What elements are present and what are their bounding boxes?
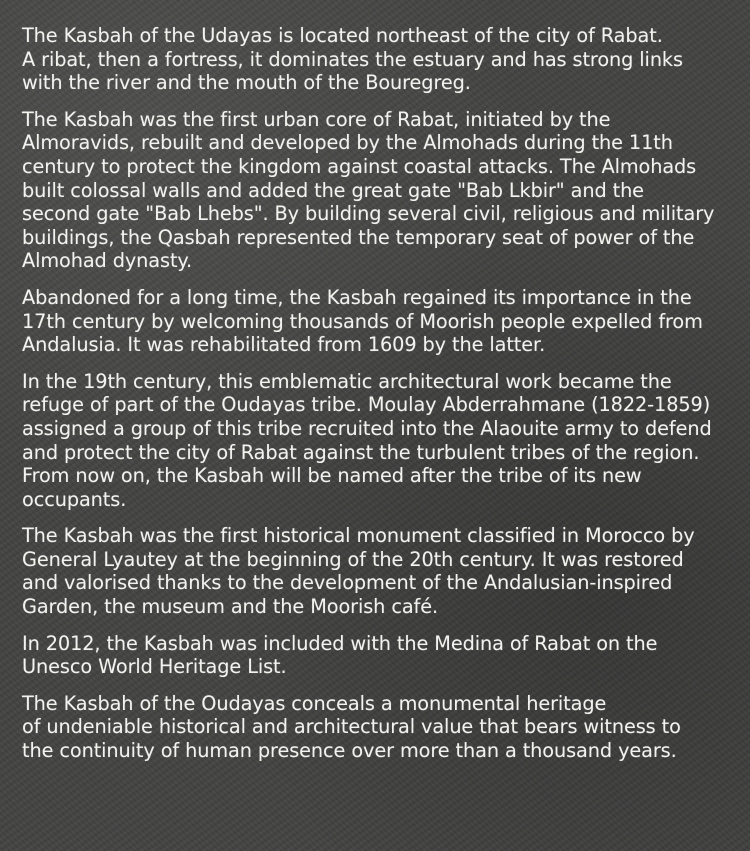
paragraph-unesco	[22, 632, 728, 679]
text-line: assigned a group of this tribe recruited into the Alaouite army to defend	[22, 416, 712, 440]
text-line: refuge of part of the Oudayas tribe. Moulay Abderrahmane (1822-1859)	[22, 393, 711, 417]
paragraph-heritage	[22, 692, 728, 763]
text-line: the continuity of human presence over more than a thousand years.	[22, 739, 677, 763]
text-line: and protect the city of Rabat against the turbulent tribes of the region.	[22, 440, 700, 464]
text-line: From now on, the Kasbah will be named after the tribe of its new	[22, 464, 642, 488]
text-line: The Kasbah of the Udayas is located northeast of the city of Rabat.	[22, 24, 663, 47]
text-line: 17th century by welcoming thousands of Moorish people expelled from	[22, 309, 703, 333]
text-line: The Kasbah was the first urban core of Rabat, initiated by the	[22, 107, 611, 131]
text-line: with the river and the mouth of the Bouregreg.	[22, 71, 471, 95]
text-line: A ribat, then a fortress, it dominates the estuary and has strong links	[22, 47, 683, 71]
text-line: and valorised thanks to the development of the Andalusian-inspired	[22, 571, 673, 595]
text-line: In 2012, the Kasbah was included with the Medina of Rabat on the	[22, 631, 658, 655]
text-line: second gate "Bab Lhebs". By building several civil, religious and military	[22, 202, 715, 226]
paragraph-17th-century	[22, 286, 728, 357]
text-line: buildings, the Qasbah represented the temporary seat of power of the	[22, 225, 695, 249]
text-line: of undeniable historical and architectural value that bears witness to	[22, 715, 681, 739]
text-line: In the 19th century, this emblematic architectural work became the	[22, 369, 672, 393]
text-line: Garden, the museum and the Moorish café.	[22, 595, 439, 619]
text-line: century to protect the kingdom against coastal attacks. The Almohads	[22, 154, 697, 178]
text-line: Unesco World Heritage List.	[22, 655, 287, 679]
text-line: Almoravids, rebuilt and developed by the Almohads during the 11th	[22, 131, 673, 155]
text-line: built colossal walls and added the great gate "Bab Lkbir" and the	[22, 178, 644, 202]
text-line: Andalusia. It was rehabilitated from 1609 by the latter.	[22, 333, 546, 357]
text-line: General Lyautey at the beginning of the 20th century. It was restored	[22, 547, 684, 571]
text-line: occupants.	[22, 487, 127, 511]
paragraph-location	[22, 24, 728, 95]
paragraph-history-almohads	[22, 108, 728, 273]
text-line: Almohad dynasty.	[22, 249, 193, 273]
text-line: Abandoned for a long time, the Kasbah regained its importance in the	[22, 285, 692, 309]
paragraph-classification	[22, 524, 728, 618]
text-line: The Kasbah of the Oudayas conceals a monumental heritage	[22, 691, 607, 715]
paragraph-19th-century	[22, 370, 728, 512]
text-line: The Kasbah was the first historical monument classified in Morocco by	[22, 524, 695, 548]
